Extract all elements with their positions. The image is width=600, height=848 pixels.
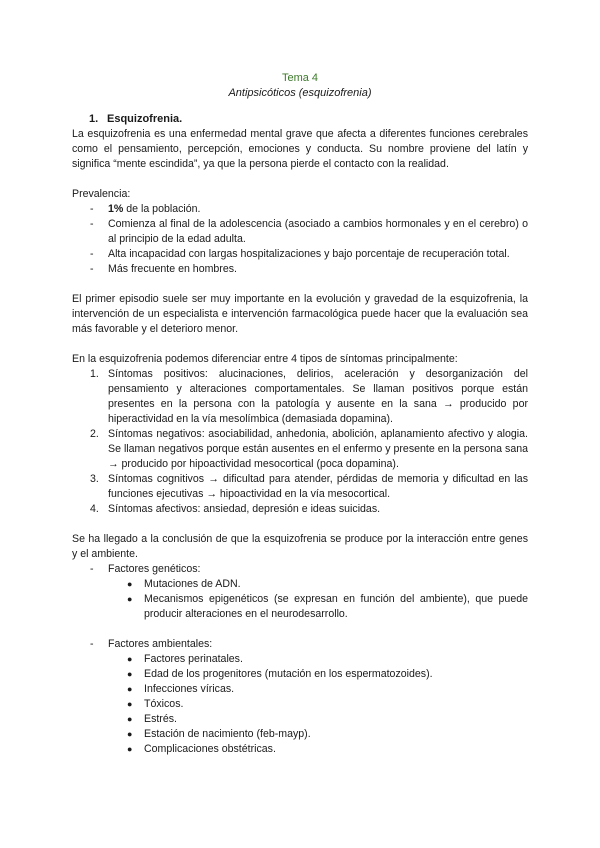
intro-paragraph: La esquizofrenia es una enfermedad mental grave que afecta a diferentes funciones cerebrales como el pensamiento, percepción, emociones y conducta. Su nombre proviene del latín y significa “mente escindida”, ya que la persona pierde el contacto con la realidad.: [72, 128, 528, 170]
item-text: Tóxicos.: [144, 698, 184, 710]
document-body: [72, 112, 528, 757]
item-text: Factores perinatales.: [144, 653, 243, 665]
list-item: [108, 592, 528, 622]
list-item: [72, 262, 528, 277]
item-text: Más frecuente en hombres.: [108, 263, 237, 275]
item-text: Mecanismos epigenéticos (se expresan en función del ambiente), que puede producir alteraciones en el neurodesarrollo.: [144, 593, 528, 620]
bullet-marker: ●: [127, 744, 133, 754]
item-number: 1.: [90, 368, 99, 380]
conclusion-paragraph: Se ha llegado a la conclusión de que la esquizofrenia se produce por la interacción entre genes y el ambiente.: [72, 533, 528, 560]
dash-marker: -: [90, 638, 94, 650]
bullet-marker: ●: [127, 684, 133, 694]
bullet-marker: ●: [127, 579, 133, 589]
topic-title: Tema 4: [281, 72, 319, 84]
list-item: [72, 562, 528, 577]
list-item: [72, 637, 528, 652]
environmental-factors-list: [108, 652, 528, 757]
list-item: [72, 502, 528, 517]
dash-marker: -: [90, 218, 94, 230]
bullet-marker: ●: [127, 654, 133, 664]
dash-marker: -: [90, 563, 94, 575]
topic-subtitle: Antipsicóticos (esquizofrenia): [228, 87, 372, 99]
list-item: [108, 727, 528, 742]
list-item: [108, 742, 528, 757]
list-item: [108, 682, 528, 697]
item-text: Complicaciones obstétricas.: [144, 743, 276, 755]
item-text: Síntomas positivos: alucinaciones, delirios, aceleración y desorganización del pensamiento y alteraciones comportamentales. Se llaman positivos porque están presentes en la persona con la patología y ausente en la sana → producido por hiperactividad en la vía mesolímbica (demasiada dopamina).: [108, 368, 528, 425]
list-item: [108, 712, 528, 727]
item-text: de la población.: [123, 203, 201, 215]
list-item: [72, 472, 528, 502]
bullet-marker: ●: [127, 699, 133, 709]
factors-list: [72, 562, 528, 577]
bullet-marker: ●: [127, 669, 133, 679]
item-text: Estación de nacimiento (feb-mayp).: [144, 728, 311, 740]
list-item: [72, 247, 528, 262]
item-text: Infecciones víricas.: [144, 683, 235, 695]
list-item: [72, 202, 528, 217]
symptoms-intro: En la esquizofrenia podemos diferenciar entre 4 tipos de síntomas principalmente:: [72, 353, 458, 365]
list-item: [108, 652, 528, 667]
list-item: [108, 667, 528, 682]
item-number: 2.: [90, 428, 99, 440]
prevalence-list: [72, 202, 528, 277]
prevalence-heading: Prevalencia:: [72, 188, 131, 200]
environmental-factors-heading: Factores ambientales:: [108, 638, 213, 650]
section-number: 1.: [89, 113, 99, 125]
bullet-marker: ●: [127, 714, 133, 724]
item-bold: 1%: [108, 203, 124, 215]
first-episode-paragraph: El primer episodio suele ser muy importante en la evolución y gravedad de la esquizofrenia, la intervención de un especialista e intervención farmacológica puede hacer que la evaluación sea más favorable y el deterioro menor.: [72, 293, 528, 335]
section-title: Esquizofrenia.: [107, 113, 183, 125]
item-text: Edad de los progenitores (mutación en los espermatozoides).: [144, 668, 433, 680]
genetic-factors-heading: Factores genéticos:: [108, 563, 201, 575]
dash-marker: -: [90, 248, 94, 260]
item-text: Estrés.: [144, 713, 177, 725]
document-header: [0, 71, 600, 101]
bullet-marker: ●: [127, 594, 133, 604]
bullet-marker: ●: [127, 729, 133, 739]
list-item: [72, 367, 528, 427]
item-text: Síntomas negativos: asociabilidad, anhedonia, abolición, aplanamiento afectivo y alogia. Se llaman negativos porque están ausentes en el enfermo y presente en la persona sana → producido por hipoactividad mesocortical (poca dopamina).: [108, 428, 528, 470]
item-text: Comienza al final de la adolescencia (asociado a cambios hormonales y en el cerebro) o al principio de la edad adulta.: [108, 218, 528, 245]
item-number: 3.: [90, 473, 99, 485]
dash-marker: -: [90, 203, 94, 215]
list-item: [108, 577, 528, 592]
genetic-factors-list: [108, 577, 528, 622]
factors-list-2: [72, 637, 528, 652]
section-heading: [72, 112, 528, 127]
item-text: Síntomas afectivos: ansiedad, depresión e ideas suicidas.: [108, 503, 381, 515]
symptoms-list: [72, 367, 528, 517]
list-item: [108, 697, 528, 712]
dash-marker: -: [90, 263, 94, 275]
item-text: Alta incapacidad con largas hospitalizaciones y bajo porcentaje de recuperación total.: [108, 248, 510, 260]
item-text: Síntomas cognitivos → dificultad para atender, pérdidas de memoria y dificultad en las funciones ejecutivas → hipoactividad en la vía mesocortical.: [108, 473, 528, 500]
item-number: 4.: [90, 503, 99, 515]
list-item: [72, 217, 528, 247]
list-item: [72, 427, 528, 472]
item-text: Mutaciones de ADN.: [144, 578, 241, 590]
